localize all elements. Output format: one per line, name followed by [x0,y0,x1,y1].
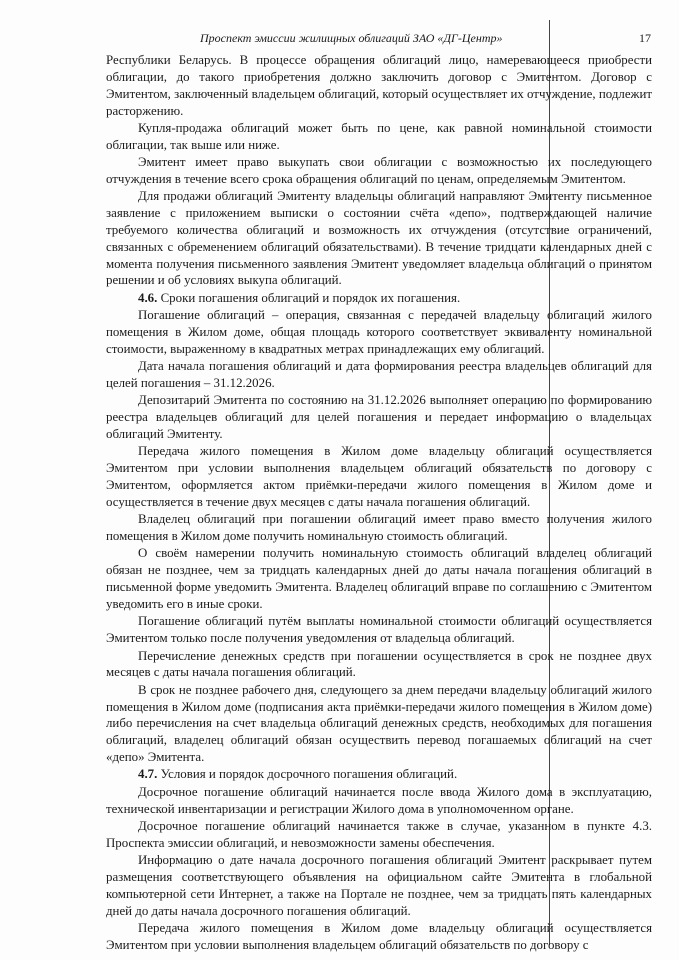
paragraph: Досрочное погашение облигаций начинается после ввода Жилого дома в эксплуатацию, технической инвентаризации и регистрации Жилого дома в уполномоченном органе. [106,784,652,816]
paragraph: Депозитарий Эмитента по состоянию на 31.12.2026 выполняет операцию по формированию реестра владельцев облигаций для целей погашения и передает информацию о владельцах облигаций Эмитенту. [106,393,652,442]
document-body [106,52,652,954]
paragraph: В срок не позднее рабочего дня, следующего за днем передачи владельцу облигаций жилого помещения в Жилом доме (подписания акта приёмки-передачи жилого помещения в Жилом доме) либо перечисления на счет владельца облигаций денежных средств, необходимых для погашения облигаций, владелец облигаций обязан осуществить перевод погашаемых облигаций на счет «депо» Эмитента. [106,682,652,765]
section-heading [106,290,652,307]
paragraph: О своём намерении получить номинальную стоимость облигаций владелец облигаций обязан не позднее, чем за тридцать календарных дней до даты начала погашения облигаций в письменной форме уведомить Эмитента. Владелец облигаций вправе по соглашению с Эмитентом уведомить его в иные сроки. [106,546,652,611]
header-title: Проспект эмиссии жилищных облигаций ЗАО «ДГ-Центр» [200,31,503,45]
paragraph: Владелец облигаций при погашении облигаций имеет право вместо получения жилого помещения в Жилом доме получить номинальную стоимость облигаций. [106,512,652,544]
paragraph: Информацию о дате начала досрочного погашения облигаций Эмитент раскрывает путем размещения соответствующего объявления на официальном сайте Эмитента в глобальной компьютерной сети Интернет, а также на Портале не позднее, чем за тридцать пять календарных дней до даты начала досрочного погашения облигаций. [106,853,652,918]
section-number: 4.7. [138,767,158,782]
section-title: Условия и порядок досрочного погашения облигаций. [160,767,458,782]
paragraph: Дата начала погашения облигаций и дата формирования реестра владельцев облигаций для целей погашения – 31.12.2026. [106,359,652,391]
paragraph: Досрочное погашение облигаций начинается также в случае, указанном в пункте 4.3. Проспекта эмиссии облигаций, и невозможности замены обеспечения. [106,818,652,850]
page-header [0,31,679,47]
paragraph: Перечисление денежных средств при погашении осуществляется в срок не позднее двух месяцев с даты начала погашения облигаций. [106,648,652,680]
paragraph: Передача жилого помещения в Жилом доме владельцу облигаций осуществляется Эмитентом при условии выполнения владельцем облигаций обязательств по договору с [106,921,652,952]
paragraph: Для продажи облигаций Эмитенту владельцы облигаций направляют Эмитенту письменное заявление с приложением выписки о состоянии счёта «депо», подтверждающей наличие требуемого количества облигаций и возможность их отчуждения (отсутствие ограничений, связанных с обременением облигаций обязательствами). В течение тридцати календарных дней с момента получения письменного заявления Эмитент уведомляет владельца облигаций о принятом решении и об условиях выкупа облигаций. [106,189,652,288]
paragraph: Передача жилого помещения в Жилом доме владельцу облигаций осуществляется Эмитентом при условии выполнения владельцем облигаций обязательств по договору с Эмитентом, оформляется актом приёмки-передачи жилого помещения в Жилом доме и осуществляется в течение двух месяцев с даты начала погашения облигаций. [106,444,652,509]
section-number: 4.6. [138,290,158,305]
paragraph: Республики Беларусь. В процессе обращения облигаций лицо, намеревающееся приобрести облигации, до такого приобретения должно заключить договор с Эмитентом. Договор с Эмитентом, заключенный владельцем облигаций, который осуществляет их отчуждение, подлежит расторжению. [106,53,652,118]
section-title: Сроки погашения облигаций и порядок их погашения. [160,290,461,305]
paragraph: Купля-продажа облигаций может быть по цене, как равной номинальной стоимости облигации, так выше или ниже. [106,120,652,152]
section-heading [106,766,652,783]
paragraph: Погашение облигаций путём выплаты номинальной стоимости облигаций осуществляется Эмитентом только после получения уведомления от владельца облигаций. [106,614,652,646]
paragraph: Погашение облигаций – операция, связанная с передачей владельцу облигаций жилого помещения в Жилом доме, общая площадь которого соответствует эквиваленту номинальной стоимости, выраженному в квадратных метрах принадлежащих ему облигаций. [106,308,652,356]
paragraph: Эмитент имеет право выкупать свои облигации с возможностью их последующего отчуждения в течение всего срока обращения облигаций по ценам, определяемым Эмитентом. [106,155,652,186]
page-number: 17 [639,31,651,45]
